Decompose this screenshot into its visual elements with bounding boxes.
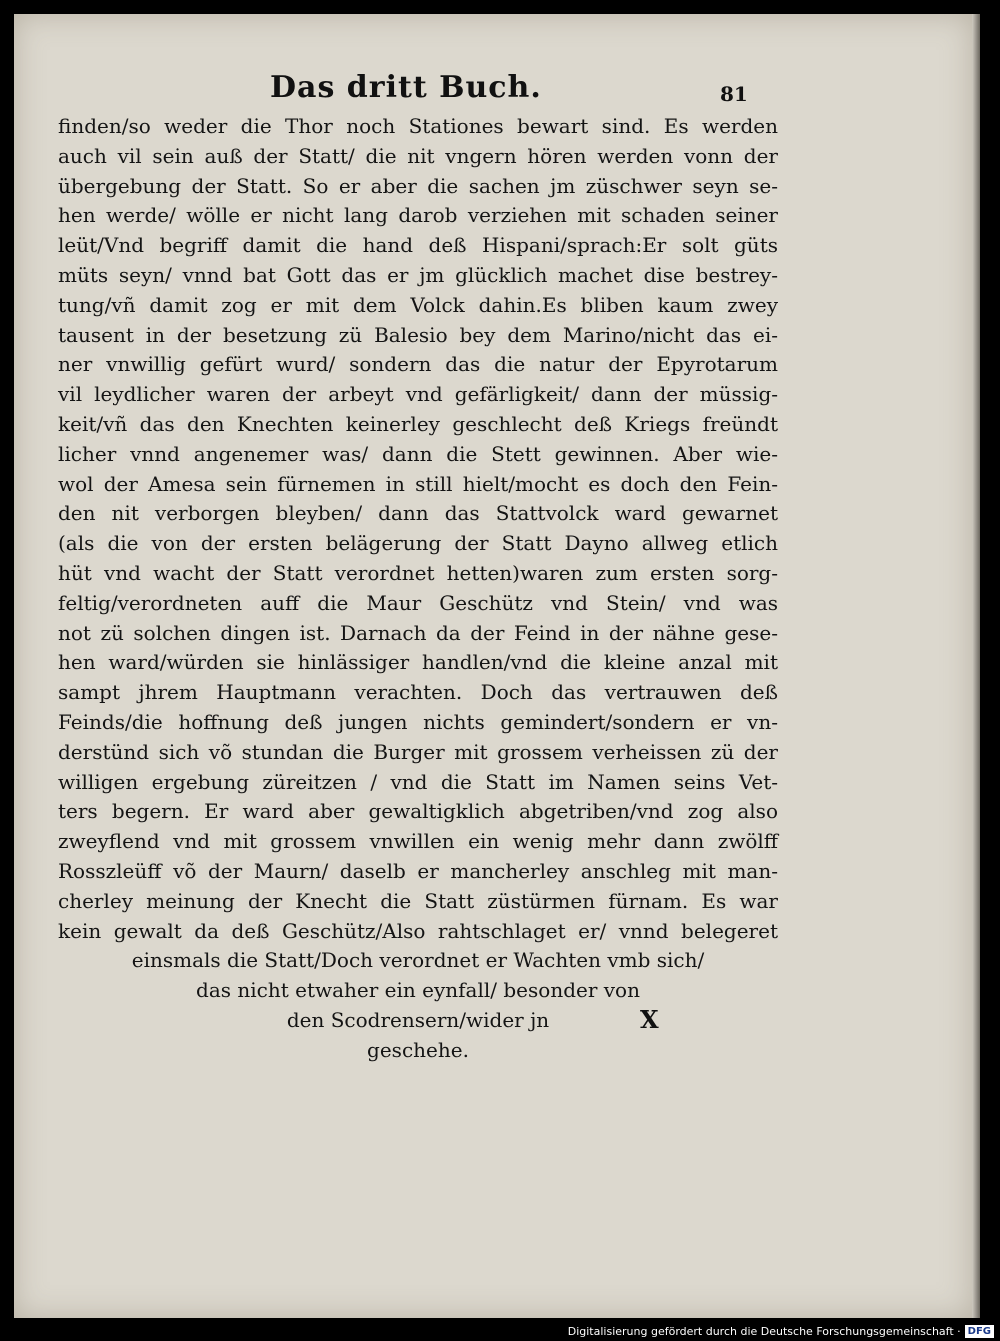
text-line: den nit verborgen bleyben/ dann das Stattvolck ward gewarnet [58,501,778,526]
dfg-logo: DFG [965,1325,994,1338]
text-line: leüt/Vnd begriff damit die hand deß Hispani/sprach:Er solt güts [58,233,778,258]
text-line: das nicht etwaher ein eynfall/ besonder von [196,978,640,1003]
page-edge [972,14,980,1318]
text-line: willigen ergebung züreitzen / vnd die Statt im Namen seins Vet- [58,769,778,794]
footer-text: Digitalisierung gefördert durch die Deutsche Forschungsgemeinschaft · [567,1325,961,1338]
text-line: hen ward/würden sie hinlässiger handlen/vnd die kleine anzal mit [58,650,778,675]
footer-credit [568,1325,994,1338]
text-line: derstünd sich võ stundan die Burger mit grossem verheissen zü der [58,739,778,764]
text-line: feltig/verordneten auff die Maur Geschütz vnd Stein/ vnd was [58,590,778,615]
body-text [58,112,778,1066]
text-line: Rosszleüff võ der Maurn/ daselb er mancherley anschleg mit man- [58,858,778,883]
text-line: keit/vñ das den Knechten keinerley geschlecht deß Kriegs freündt [58,411,778,436]
text-line: sampt jhrem Hauptmann verachten. Doch das vertrauwen deß [58,680,778,705]
text-line: ters begern. Er ward aber gewaltigklich abgetriben/vnd zog also [58,799,778,824]
text-line: zweyflend vnd mit grossem vnwillen ein wenig mehr dann zwölff [58,829,778,854]
text-line: müts seyn/ vnnd bat Gott das er jm glücklich machet dise bestrey- [58,262,778,287]
text-line: Feinds/die hoffnung deß jungen nichts gemindert/sondern er vn- [58,709,778,734]
text-line: ner vnwillig gefürt wurd/ sondern das die natur der Epyrotarum [58,352,778,377]
text-line: tung/vñ damit zog er mit dem Volck dahin.Es bliben kaum zwey [58,292,778,317]
text-line: cherley meinung der Knecht die Statt züstürmen fürnam. Es war [58,888,778,913]
text-line: vil leydlicher waren der arbeyt vnd gefärligkeit/ dann der müssig- [58,382,778,407]
text-line: hen werde/ wölle er nicht lang darob verziehen mit schaden seiner [58,203,778,228]
running-head: Das dritt Buch. [270,70,542,105]
text-line: einsmals die Statt/Doch verordnet er Wachten vmb sich/ [131,948,705,973]
text-line: auch vil sein auß der Statt/ die nit vngern hören werden vonn der [58,143,778,168]
text-line: wol der Amesa sein fürnemen in still hielt/mocht es doch den Fein- [58,471,778,496]
text-line: geschehe. [367,1037,469,1062]
text-line: kein gewalt da deß Geschütz/Also rahtschlaget er/ vnnd belegeret [58,918,778,943]
folio-number: 81 [720,82,748,106]
text-line: not zü solchen dingen ist. Darnach da der Feind in der nähne gese- [58,620,778,645]
text-line: hüt vnd wacht der Statt verordnet hetten)waren zum ersten sorg- [58,560,778,585]
text-line: tausent in der besetzung zü Balesio bey dem Marino/nicht das ei- [58,322,778,347]
text-line: den Scodrensern/wider jn [286,1007,550,1032]
signature-mark: X [640,1005,659,1034]
text-line: licher vnnd angenemer was/ dann die Stett gewinnen. Aber wie- [58,441,778,466]
text-line: finden/so weder die Thor noch Stationes bewart sind. Es werden [58,114,778,138]
text-line: übergebung der Statt. So er aber die sachen jm züschwer seyn se- [58,173,778,198]
text-line: (als die von der ersten belägerung der Statt Dayno allweg etlich [58,531,778,556]
